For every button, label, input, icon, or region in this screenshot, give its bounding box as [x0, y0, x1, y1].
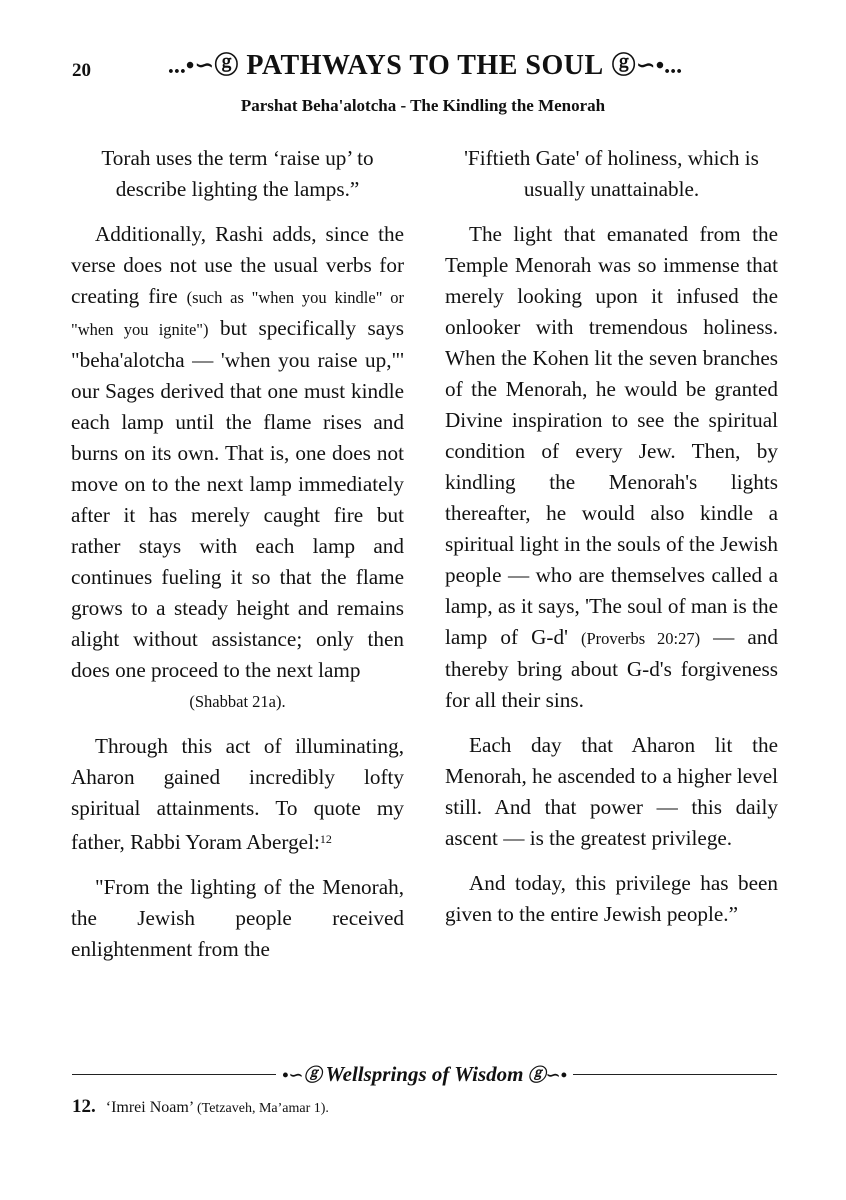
paragraph [71, 219, 404, 717]
series-title: Wellsprings of Wisdom [325, 1062, 524, 1086]
paragraph: And today, this privilege has been given to the entire Jewish people.” [445, 871, 778, 926]
right-column [445, 143, 778, 944]
page-number: 20 [72, 60, 91, 81]
footnote-number: 12. [72, 1096, 96, 1117]
footnote-marker[interactable]: 12 [319, 832, 332, 846]
footer-banner [276, 1062, 573, 1087]
chapter-subtitle: Parshat Beha'alotcha - The Kindling the Menorah [240, 96, 606, 115]
divider-line [573, 1074, 777, 1075]
paragraph-text: Additionally, Rashi adds, since the verse does not use the usual verbs for creating fire [71, 222, 404, 308]
paragraph-text: but specifically says "beha'alotcha — 'when you raise up,"' our Sages derived that one must kindle each lamp until the flame rises and burns on its own. That is, one does not move on to the next lamp immediately after it has merely caught fire but rather stays with each lamp and continues fueling it so that the flame grows to a steady height and remains alight without assistance; only then does one proceed to the next lamp [71, 316, 405, 682]
divider-line [72, 1074, 276, 1075]
left-flourish-ornament: •∽ⓖ [282, 1064, 322, 1085]
paragraph-text: The light that emanated from the Temple Menorah was so immense that merely looking upon it infused the onlooker with tremendous holiness. When the Kohen lit the seven branches of the Menorah, he would be granted Divine inspiration to see the spiritual condition of every Jew. Then, by kindling the Menorah's lights thereafter, he would also kindle a spiritual light in the souls of the Jewish people — who are themselves called a lamp, as it says, 'The soul of man is the lamp of G-d' [445, 222, 778, 649]
paragraph: 'Fiftieth Gate' of holiness, which is usually unattainable. [464, 146, 759, 201]
source-reference: (Shabbat 21a). [189, 692, 286, 711]
book-title: PATHWAYS TO THE SOUL [246, 50, 604, 81]
paragraph [71, 731, 404, 858]
paragraph-text: — and thereby bring about G-d's forgiveness for all their sins. [445, 625, 778, 712]
paragraph [445, 219, 778, 716]
source-reference: (Proverbs 20:27) [580, 629, 701, 648]
paragraph-text: Through this act of illuminating, Aharon gained incredibly lofty spiritual attainments. To quote my father, Rabbi Yoram Abergel: [71, 734, 404, 854]
parenthetical: (such as "when you kindle" or "when you ignite") [71, 288, 404, 339]
footnote [72, 1096, 329, 1118]
left-flourish-ornament: ...•∽ⓖ [167, 53, 239, 79]
footnote-reference: (Tetzaveh, Ma’amar 1). [196, 1101, 329, 1116]
running-header [130, 50, 720, 82]
right-flourish-ornament: ⓖ∽• [527, 1064, 567, 1085]
paragraph: Each day that Aharon lit the Menorah, he ascended to a higher level still. And that power — this daily ascent — is the greatest privilege. [445, 733, 778, 850]
footer-divider [72, 1062, 777, 1087]
left-column [71, 143, 404, 979]
footnote-text: ‘Imrei Noam’ [105, 1099, 193, 1116]
paragraph: Torah uses the term ‘raise up’ to describe lighting the lamps.” [101, 146, 374, 201]
paragraph: "From the lighting of the Menorah, the Jewish people received enlightenment from the [71, 875, 404, 961]
right-flourish-ornament: ⓖ∽•... [611, 53, 683, 79]
